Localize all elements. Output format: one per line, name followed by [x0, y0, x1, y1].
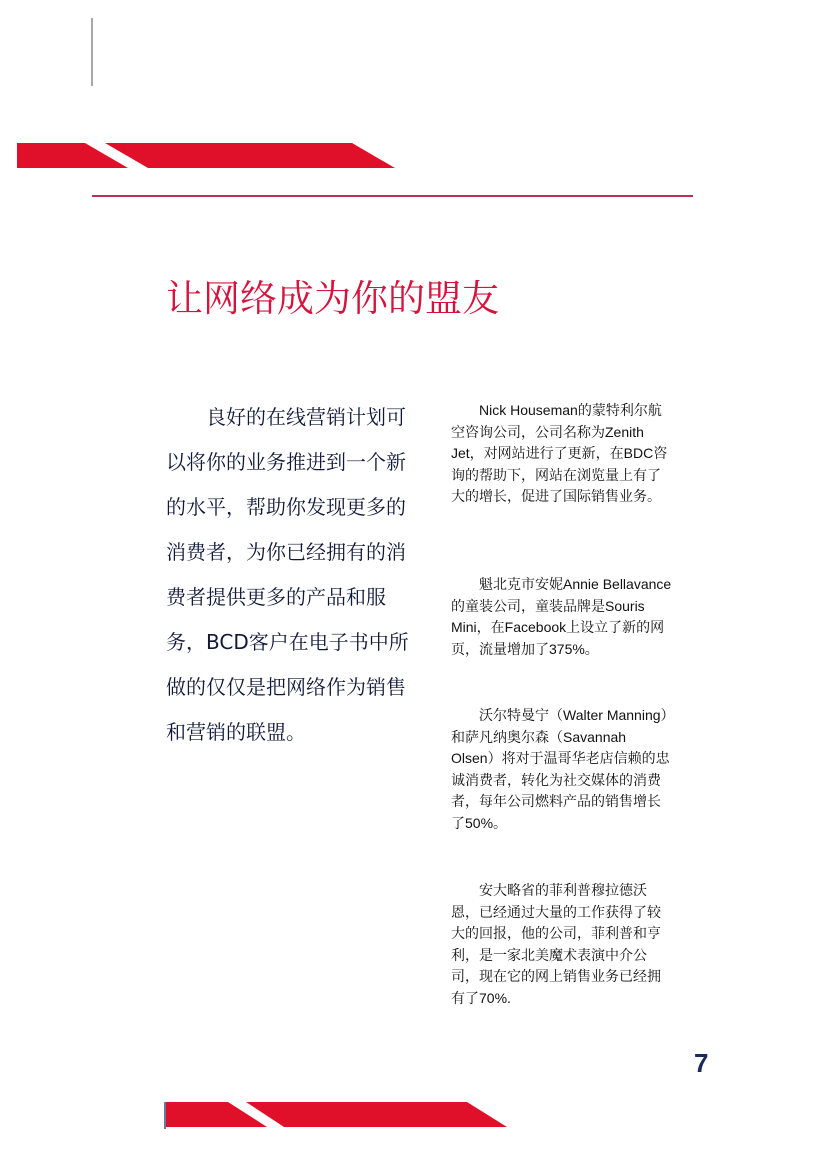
sidebar-item-text: Nick Houseman的蒙特利尔航空咨询公司，公司名称为Zenith Jet，对网站进行了更新，在BDC咨询的帮助下，网站在浏览量上有了大的增长，促进了国际销售业务。 [451, 402, 668, 504]
page-number: 7 [694, 1048, 709, 1078]
sidebar-item [451, 400, 673, 508]
top-red-banner [0, 0, 827, 200]
sidebar-item-text: 沃尔特曼宁（Walter Manning）和萨凡纳奥尔森（Savannah Olsen）将对于温哥华老店信赖的忠诚消费者，转化为社交媒体的消费者，每年公司燃料产品的销售增长了50%。 [451, 707, 670, 831]
sidebar-item-text: 魁北克市安妮Annie Bellavance的童装公司，童装品牌是Souris Mini，在Facebook上设立了新的网页，流量增加了375%。 [451, 576, 672, 657]
main-paragraph-column [166, 395, 416, 755]
horizontal-rule [92, 195, 693, 197]
sidebar-item [451, 574, 673, 660]
main-paragraph: 良好的在线营销计划可以将你的业务推进到一个新的水平，帮助你发现更多的消费者，为你已经拥有的消费者提供更多的产品和服务，BCD客户在电子书中所做的仅仅是把网络作为销售和营销的联盟。 [166, 405, 409, 744]
bottom-red-banner [0, 1090, 827, 1140]
sidebar-item [451, 705, 673, 834]
sidebar-item [451, 880, 673, 1009]
page-title: 让网络成为你的盟友 [166, 277, 499, 320]
sidebar-item-text: 安大略省的菲利普穆拉德沃恩，已经通过大量的工作获得了较大的回报，他的公司，菲利普和亨利，是一家北美魔术表演中介公司，现在它的网上销售业务已经拥有了70%. [451, 882, 661, 1006]
